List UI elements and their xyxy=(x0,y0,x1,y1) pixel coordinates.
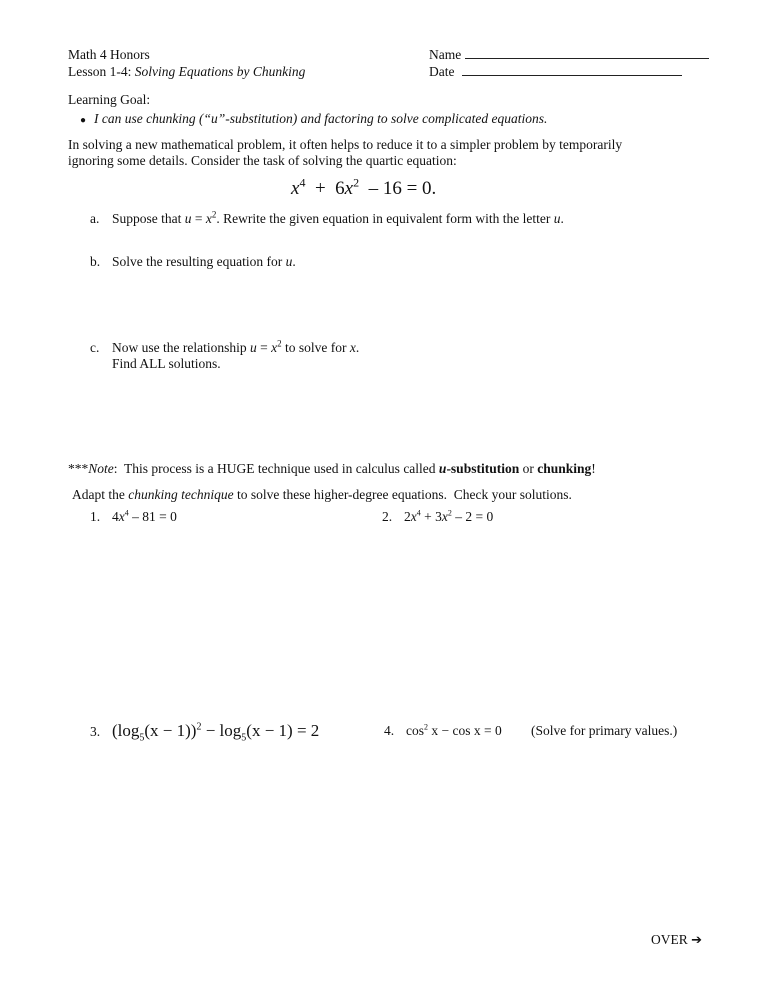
note-text-3: ! xyxy=(591,461,596,476)
date-label: Date xyxy=(429,64,455,79)
intro-line-1: In solving a new mathematical problem, it often helps to reduce it to a simpler problem by temporarily xyxy=(68,137,623,152)
lesson-title xyxy=(68,63,305,80)
problem-3 xyxy=(90,721,319,743)
problem-3-arg-1: (x − 1)) xyxy=(144,721,197,740)
problem-1-rest: – 81 = 0 xyxy=(128,509,177,524)
adapt-text-2: to solve these higher-degree equations. Check your solutions. xyxy=(233,487,572,502)
part-a-text-2: = xyxy=(191,211,206,226)
quartic-equation xyxy=(291,175,437,200)
learning-goal-text-a: I can use chunking (“ xyxy=(94,111,211,126)
part-a-pow: 2 xyxy=(211,209,217,220)
adapt-text-1: Adapt the xyxy=(72,487,129,502)
part-a-letter: a. xyxy=(90,211,100,226)
learning-goal-text-b: ”-substitution) and factoring to solve complicated equations. xyxy=(217,111,548,126)
problem-4-note: (Solve for primary values.) xyxy=(531,723,678,738)
part-b-letter: b. xyxy=(90,254,101,269)
problem-4-cos: cos xyxy=(406,723,424,738)
problem-3-open: (log xyxy=(112,721,140,740)
part-c-line-2: Find ALL solutions. xyxy=(112,356,221,371)
part-b-u: u xyxy=(285,254,293,269)
note-u: u xyxy=(438,461,447,476)
date-blank[interactable] xyxy=(462,63,682,76)
date-field[interactable] xyxy=(429,63,682,80)
note-word: Note xyxy=(88,461,114,476)
eq-x2: x xyxy=(344,178,354,199)
problem-3-square: 2 xyxy=(196,721,202,733)
part-c-u: u xyxy=(249,340,257,355)
learning-goal-u: u xyxy=(210,111,218,126)
bullet-icon: ● xyxy=(80,115,87,126)
eq-mid: + 6 xyxy=(305,178,345,199)
problem-2-mid: + 3 xyxy=(420,509,442,524)
problem-2-pow2: 2 xyxy=(447,508,452,518)
note-chunking: chunking xyxy=(537,461,592,476)
problem-1-coef: 4 xyxy=(112,509,119,524)
note-substitution: -substitution xyxy=(446,461,520,476)
problem-3-number: 3. xyxy=(90,724,101,739)
part-a-x: x xyxy=(205,211,212,226)
part-a-u: u xyxy=(184,211,192,226)
part-c-pow: 2 xyxy=(277,338,282,349)
problem-3-minus-log: − log xyxy=(201,721,242,740)
calculus-note xyxy=(68,461,596,477)
problem-1-number: 1. xyxy=(90,509,101,524)
problem-4-rest: x − cos x = 0 xyxy=(428,723,502,738)
part-c-text-3: to solve for xyxy=(281,340,350,355)
part-a-text-3: . Rewrite the given equation in equivalent form with the letter xyxy=(216,211,554,226)
part-b-text-2: . xyxy=(292,254,296,269)
name-blank[interactable] xyxy=(465,46,709,59)
part-b-text-1: Solve the resulting equation for xyxy=(112,254,286,269)
lesson-prefix: Lesson 1-4: xyxy=(68,64,135,79)
problem-2-pow: 4 xyxy=(416,508,421,518)
learning-goal-item xyxy=(80,111,547,127)
intro-line-2: ignoring some details. Consider the task of solving the quartic equation: xyxy=(68,153,457,168)
name-label: Name xyxy=(429,47,462,62)
problem-2-x: x xyxy=(410,509,417,524)
part-a-text-1: Suppose that xyxy=(112,211,185,226)
eq-pow2: 2 xyxy=(353,175,360,190)
problem-2 xyxy=(382,509,493,525)
eq-x: x xyxy=(291,178,300,199)
over-label: OVER xyxy=(651,932,688,947)
eq-tail: – 16 = 0. xyxy=(359,178,437,199)
problem-4-square: 2 xyxy=(424,722,428,732)
part-a-u2: u xyxy=(553,211,561,226)
problem-3-arg-2: (x − 1) = 2 xyxy=(246,721,320,740)
part-b xyxy=(90,254,296,270)
problem-3-base-2: 5 xyxy=(241,732,247,744)
problem-2-x2: x xyxy=(441,509,448,524)
problem-1 xyxy=(90,509,177,525)
part-c-text-2: = xyxy=(256,340,272,355)
part-c-text-1: Now use the relationship xyxy=(112,340,250,355)
right-arrow-icon: ➔ xyxy=(691,933,703,948)
lesson-name: Solving Equations by Chunking xyxy=(134,64,306,79)
adapt-italic: chunking technique xyxy=(128,487,234,502)
problem-1-x: x xyxy=(118,509,125,524)
note-text-2: or xyxy=(519,461,538,476)
part-c-text-4: . xyxy=(355,340,360,355)
course-title: Math 4 Honors xyxy=(68,47,150,62)
part-c xyxy=(90,340,359,356)
part-a xyxy=(90,211,564,227)
problem-4 xyxy=(384,723,502,739)
problem-2-coef: 2 xyxy=(404,509,411,524)
part-c-letter: c. xyxy=(90,340,100,355)
problem-4-number: 4. xyxy=(384,723,395,738)
problem-2-number: 2. xyxy=(382,509,393,524)
problem-1-pow: 4 xyxy=(124,508,129,518)
name-field[interactable] xyxy=(429,46,709,63)
eq-pow4: 4 xyxy=(299,175,306,190)
problem-3-base-1: 5 xyxy=(139,732,145,744)
part-c-x: x xyxy=(271,340,278,355)
learning-goal-label: Learning Goal: xyxy=(68,92,151,107)
part-a-text-4: . xyxy=(560,211,564,226)
note-text-1: : This process is a HUGE technique used in calculus called xyxy=(113,461,439,476)
problem-2-rest: – 2 = 0 xyxy=(451,509,494,524)
adapt-instructions xyxy=(72,487,572,503)
part-c-x2: x xyxy=(349,340,356,355)
note-stars: *** xyxy=(68,461,89,476)
over-indicator xyxy=(651,932,702,948)
